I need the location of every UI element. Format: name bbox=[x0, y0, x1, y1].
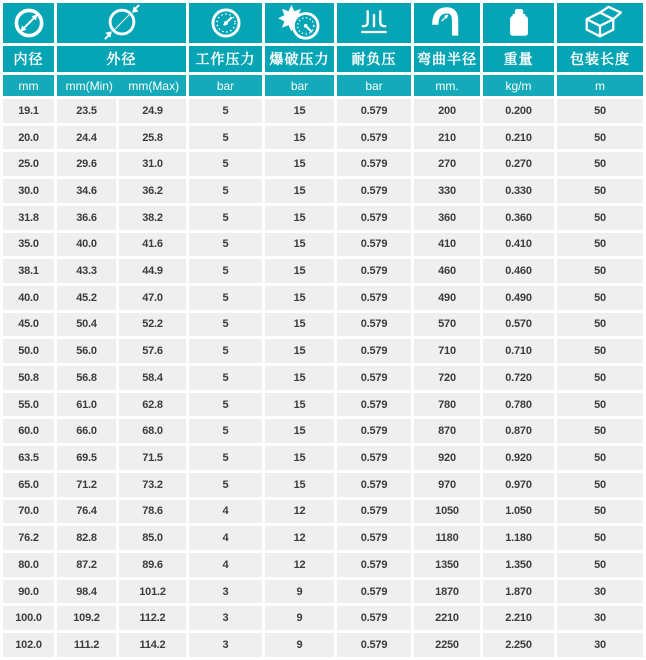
table-cell: 0.579 bbox=[337, 393, 411, 417]
table-cell: 9 bbox=[265, 580, 334, 604]
table-cell: 60.0 bbox=[3, 419, 54, 443]
table-cell: 61.0 bbox=[57, 393, 116, 417]
table-row bbox=[3, 259, 643, 283]
table-cell: 30.0 bbox=[3, 179, 54, 203]
table-cell: 0.360 bbox=[483, 206, 554, 230]
table-cell: 5 bbox=[189, 393, 262, 417]
table-cell: 4 bbox=[189, 500, 262, 524]
table-cell: 38.1 bbox=[3, 259, 54, 283]
table-cell: 0.780 bbox=[483, 393, 554, 417]
table-cell: 0.579 bbox=[337, 526, 411, 550]
table-cell: 80.0 bbox=[3, 553, 54, 577]
burst-pressure-header-cell bbox=[265, 3, 334, 43]
unit-package-length: m bbox=[557, 75, 643, 96]
table-cell: 35.0 bbox=[3, 233, 54, 257]
table-cell: 5 bbox=[189, 233, 262, 257]
spec-table-body bbox=[3, 99, 643, 657]
table-cell: 490 bbox=[414, 286, 480, 310]
table-row bbox=[3, 286, 643, 310]
package-length-header-cell bbox=[557, 3, 643, 43]
table-cell: 5 bbox=[189, 366, 262, 390]
table-cell: 5 bbox=[189, 313, 262, 337]
table-cell: 31.8 bbox=[3, 206, 54, 230]
table-cell: 15 bbox=[265, 446, 334, 470]
table-cell: 65.0 bbox=[3, 473, 54, 497]
table-cell: 3 bbox=[189, 633, 262, 657]
table-cell: 5 bbox=[189, 339, 262, 363]
weight-icon bbox=[502, 5, 536, 41]
header-icon-row bbox=[3, 3, 643, 43]
table-cell: 1.180 bbox=[483, 526, 554, 550]
table-cell: 5 bbox=[189, 152, 262, 176]
table-cell: 0.720 bbox=[483, 366, 554, 390]
table-cell: 15 bbox=[265, 286, 334, 310]
table-cell: 0.579 bbox=[337, 152, 411, 176]
table-cell: 0.200 bbox=[483, 99, 554, 123]
unit-outer-diameter bbox=[57, 75, 186, 96]
table-cell: 4 bbox=[189, 553, 262, 577]
table-cell: 1.870 bbox=[483, 580, 554, 604]
table-cell: 101.2 bbox=[119, 580, 186, 604]
table-cell: 114.2 bbox=[119, 633, 186, 657]
table-cell: 23.5 bbox=[57, 99, 116, 123]
table-cell: 0.490 bbox=[483, 286, 554, 310]
table-cell: 50 bbox=[557, 259, 643, 283]
table-row bbox=[3, 473, 643, 497]
header-label-row bbox=[3, 46, 643, 72]
table-row bbox=[3, 233, 643, 257]
table-row bbox=[3, 526, 643, 550]
table-cell: 50 bbox=[557, 126, 643, 150]
table-cell: 71.5 bbox=[119, 446, 186, 470]
table-cell: 15 bbox=[265, 206, 334, 230]
table-cell: 200 bbox=[414, 99, 480, 123]
pressure-gauge-icon bbox=[208, 5, 244, 41]
table-cell: 0.579 bbox=[337, 500, 411, 524]
table-cell: 50 bbox=[557, 419, 643, 443]
table-cell: 15 bbox=[265, 126, 334, 150]
table-cell: 720 bbox=[414, 366, 480, 390]
table-cell: 50 bbox=[557, 526, 643, 550]
table-cell: 0.870 bbox=[483, 419, 554, 443]
table-cell: 0.579 bbox=[337, 553, 411, 577]
bend-radius-icon bbox=[429, 5, 465, 41]
table-cell: 24.4 bbox=[57, 126, 116, 150]
table-cell: 5 bbox=[189, 419, 262, 443]
table-cell: 20.0 bbox=[3, 126, 54, 150]
table-cell: 0.410 bbox=[483, 233, 554, 257]
table-cell: 1050 bbox=[414, 500, 480, 524]
table-cell: 57.6 bbox=[119, 339, 186, 363]
header-unit-row bbox=[3, 75, 643, 96]
unit-outer-diameter-min: mm(Min) bbox=[65, 78, 113, 93]
table-cell: 3 bbox=[189, 606, 262, 630]
table-cell: 89.6 bbox=[119, 553, 186, 577]
table-row bbox=[3, 179, 643, 203]
column-label-working-pressure: 工作压力 bbox=[189, 46, 262, 72]
table-row bbox=[3, 313, 643, 337]
table-cell: 50 bbox=[557, 366, 643, 390]
table-cell: 43.3 bbox=[57, 259, 116, 283]
table-row bbox=[3, 339, 643, 363]
table-cell: 15 bbox=[265, 419, 334, 443]
table-cell: 0.579 bbox=[337, 206, 411, 230]
table-cell: 330 bbox=[414, 179, 480, 203]
table-cell: 30 bbox=[557, 606, 643, 630]
negative-pressure-icon bbox=[355, 5, 393, 41]
table-cell: 15 bbox=[265, 99, 334, 123]
table-cell: 360 bbox=[414, 206, 480, 230]
column-label-outer-diameter: 外径 bbox=[57, 46, 186, 72]
table-cell: 15 bbox=[265, 233, 334, 257]
table-cell: 270 bbox=[414, 152, 480, 176]
table-cell: 0.579 bbox=[337, 419, 411, 443]
table-cell: 0.579 bbox=[337, 446, 411, 470]
table-cell: 85.0 bbox=[119, 526, 186, 550]
table-cell: 76.2 bbox=[3, 526, 54, 550]
table-cell: 2250 bbox=[414, 633, 480, 657]
table-cell: 0.579 bbox=[337, 99, 411, 123]
table-cell: 52.2 bbox=[119, 313, 186, 337]
table-cell: 15 bbox=[265, 473, 334, 497]
table-cell: 69.5 bbox=[57, 446, 116, 470]
table-cell: 0.210 bbox=[483, 126, 554, 150]
table-row bbox=[3, 500, 643, 524]
table-cell: 0.570 bbox=[483, 313, 554, 337]
table-cell: 102.0 bbox=[3, 633, 54, 657]
table-cell: 109.2 bbox=[57, 606, 116, 630]
table-cell: 50 bbox=[557, 152, 643, 176]
table-cell: 5 bbox=[189, 473, 262, 497]
table-cell: 5 bbox=[189, 126, 262, 150]
table-cell: 0.330 bbox=[483, 179, 554, 203]
table-cell: 50 bbox=[557, 313, 643, 337]
table-cell: 1.350 bbox=[483, 553, 554, 577]
table-cell: 50 bbox=[557, 473, 643, 497]
table-row bbox=[3, 633, 643, 657]
table-cell: 12 bbox=[265, 553, 334, 577]
table-cell: 15 bbox=[265, 313, 334, 337]
table-cell: 56.0 bbox=[57, 339, 116, 363]
table-cell: 50 bbox=[557, 233, 643, 257]
table-cell: 90.0 bbox=[3, 580, 54, 604]
unit-working-pressure: bar bbox=[189, 75, 262, 96]
column-label-weight: 重量 bbox=[483, 46, 554, 72]
unit-negative-pressure: bar bbox=[337, 75, 411, 96]
table-cell: 30 bbox=[557, 580, 643, 604]
table-row bbox=[3, 446, 643, 470]
table-cell: 2.210 bbox=[483, 606, 554, 630]
table-cell: 40.0 bbox=[3, 286, 54, 310]
table-cell: 1350 bbox=[414, 553, 480, 577]
table-cell: 0.579 bbox=[337, 286, 411, 310]
table-cell: 111.2 bbox=[57, 633, 116, 657]
package-icon bbox=[577, 4, 623, 42]
bend-radius-header-cell bbox=[414, 3, 480, 43]
table-row bbox=[3, 393, 643, 417]
unit-bend-radius: mm. bbox=[414, 75, 480, 96]
unit-inner-diameter: mm bbox=[3, 75, 54, 96]
table-cell: 19.1 bbox=[3, 99, 54, 123]
table-cell: 0.579 bbox=[337, 313, 411, 337]
table-row bbox=[3, 553, 643, 577]
table-cell: 460 bbox=[414, 259, 480, 283]
unit-burst-pressure: bar bbox=[265, 75, 334, 96]
weight-header-cell bbox=[483, 3, 554, 43]
table-cell: 63.5 bbox=[3, 446, 54, 470]
table-cell: 4 bbox=[189, 526, 262, 550]
table-cell: 25.8 bbox=[119, 126, 186, 150]
table-cell: 29.6 bbox=[57, 152, 116, 176]
table-cell: 55.0 bbox=[3, 393, 54, 417]
table-row bbox=[3, 206, 643, 230]
table-cell: 2210 bbox=[414, 606, 480, 630]
negative-pressure-header-cell bbox=[337, 3, 411, 43]
table-cell: 0.579 bbox=[337, 473, 411, 497]
column-label-burst-pressure: 爆破压力 bbox=[265, 46, 334, 72]
table-cell: 70.0 bbox=[3, 500, 54, 524]
table-cell: 410 bbox=[414, 233, 480, 257]
table-cell: 50 bbox=[557, 339, 643, 363]
table-cell: 87.2 bbox=[57, 553, 116, 577]
table-row bbox=[3, 580, 643, 604]
table-row bbox=[3, 126, 643, 150]
table-cell: 15 bbox=[265, 179, 334, 203]
column-label-negative-pressure: 耐负压 bbox=[337, 46, 411, 72]
table-cell: 50 bbox=[557, 553, 643, 577]
table-cell: 870 bbox=[414, 419, 480, 443]
table-row bbox=[3, 152, 643, 176]
unit-weight: kg/m bbox=[483, 75, 554, 96]
table-cell: 2.250 bbox=[483, 633, 554, 657]
table-cell: 0.710 bbox=[483, 339, 554, 363]
table-cell: 45.0 bbox=[3, 313, 54, 337]
table-cell: 38.2 bbox=[119, 206, 186, 230]
table-cell: 0.270 bbox=[483, 152, 554, 176]
table-cell: 40.0 bbox=[57, 233, 116, 257]
outer-diameter-header-cell bbox=[57, 3, 186, 43]
table-cell: 0.579 bbox=[337, 339, 411, 363]
table-cell: 5 bbox=[189, 446, 262, 470]
table-cell: 5 bbox=[189, 286, 262, 310]
table-cell: 12 bbox=[265, 526, 334, 550]
table-cell: 71.2 bbox=[57, 473, 116, 497]
table-cell: 50.0 bbox=[3, 339, 54, 363]
table-cell: 0.579 bbox=[337, 126, 411, 150]
table-cell: 25.0 bbox=[3, 152, 54, 176]
table-cell: 41.6 bbox=[119, 233, 186, 257]
table-cell: 76.4 bbox=[57, 500, 116, 524]
table-cell: 9 bbox=[265, 606, 334, 630]
table-cell: 1180 bbox=[414, 526, 480, 550]
table-cell: 710 bbox=[414, 339, 480, 363]
table-cell: 82.8 bbox=[57, 526, 116, 550]
table-cell: 50 bbox=[557, 393, 643, 417]
table-cell: 1.050 bbox=[483, 500, 554, 524]
table-cell: 45.2 bbox=[57, 286, 116, 310]
inner-diameter-icon bbox=[11, 5, 47, 41]
table-cell: 47.0 bbox=[119, 286, 186, 310]
table-cell: 5 bbox=[189, 259, 262, 283]
table-cell: 5 bbox=[189, 179, 262, 203]
table-cell: 34.6 bbox=[57, 179, 116, 203]
table-cell: 0.579 bbox=[337, 179, 411, 203]
table-cell: 15 bbox=[265, 393, 334, 417]
unit-outer-diameter-max: mm(Max) bbox=[128, 78, 180, 93]
table-cell: 68.0 bbox=[119, 419, 186, 443]
table-cell: 73.2 bbox=[119, 473, 186, 497]
working-pressure-header-cell bbox=[189, 3, 262, 43]
table-cell: 15 bbox=[265, 339, 334, 363]
table-cell: 0.579 bbox=[337, 366, 411, 390]
table-cell: 100.0 bbox=[3, 606, 54, 630]
table-cell: 0.579 bbox=[337, 606, 411, 630]
table-cell: 570 bbox=[414, 313, 480, 337]
table-cell: 0.460 bbox=[483, 259, 554, 283]
table-cell: 920 bbox=[414, 446, 480, 470]
table-row bbox=[3, 99, 643, 123]
table-cell: 12 bbox=[265, 500, 334, 524]
table-cell: 50.8 bbox=[3, 366, 54, 390]
table-cell: 78.6 bbox=[119, 500, 186, 524]
table-row bbox=[3, 366, 643, 390]
inner-diameter-header-cell bbox=[3, 3, 54, 43]
table-cell: 44.9 bbox=[119, 259, 186, 283]
table-cell: 56.8 bbox=[57, 366, 116, 390]
table-cell: 112.2 bbox=[119, 606, 186, 630]
table-cell: 50.4 bbox=[57, 313, 116, 337]
table-cell: 15 bbox=[265, 152, 334, 176]
table-cell: 15 bbox=[265, 366, 334, 390]
table-cell: 50 bbox=[557, 99, 643, 123]
table-cell: 0.920 bbox=[483, 446, 554, 470]
table-cell: 210 bbox=[414, 126, 480, 150]
table-cell: 0.579 bbox=[337, 580, 411, 604]
table-cell: 50 bbox=[557, 179, 643, 203]
table-cell: 30 bbox=[557, 633, 643, 657]
table-cell: 98.4 bbox=[57, 580, 116, 604]
table-cell: 5 bbox=[189, 206, 262, 230]
table-cell: 0.579 bbox=[337, 259, 411, 283]
table-cell: 5 bbox=[189, 99, 262, 123]
table-cell: 9 bbox=[265, 633, 334, 657]
outer-diameter-icon bbox=[100, 4, 144, 42]
table-cell: 1870 bbox=[414, 580, 480, 604]
table-cell: 970 bbox=[414, 473, 480, 497]
column-label-package-length: 包装长度 bbox=[557, 46, 643, 72]
table-cell: 31.0 bbox=[119, 152, 186, 176]
table-cell: 0.579 bbox=[337, 233, 411, 257]
column-label-inner-diameter: 内径 bbox=[3, 46, 54, 72]
table-cell: 50 bbox=[557, 286, 643, 310]
table-cell: 36.6 bbox=[57, 206, 116, 230]
table-cell: 36.2 bbox=[119, 179, 186, 203]
table-cell: 58.4 bbox=[119, 366, 186, 390]
table-cell: 780 bbox=[414, 393, 480, 417]
table-cell: 3 bbox=[189, 580, 262, 604]
table-row bbox=[3, 606, 643, 630]
table-row bbox=[3, 419, 643, 443]
table-cell: 15 bbox=[265, 259, 334, 283]
table-cell: 62.8 bbox=[119, 393, 186, 417]
burst-pressure-icon bbox=[277, 4, 323, 42]
column-label-bend-radius: 弯曲半径 bbox=[414, 46, 480, 72]
table-cell: 0.970 bbox=[483, 473, 554, 497]
table-cell: 50 bbox=[557, 206, 643, 230]
table-cell: 50 bbox=[557, 446, 643, 470]
table-cell: 66.0 bbox=[57, 419, 116, 443]
table-cell: 24.9 bbox=[119, 99, 186, 123]
table-cell: 50 bbox=[557, 500, 643, 524]
table-cell: 0.579 bbox=[337, 633, 411, 657]
